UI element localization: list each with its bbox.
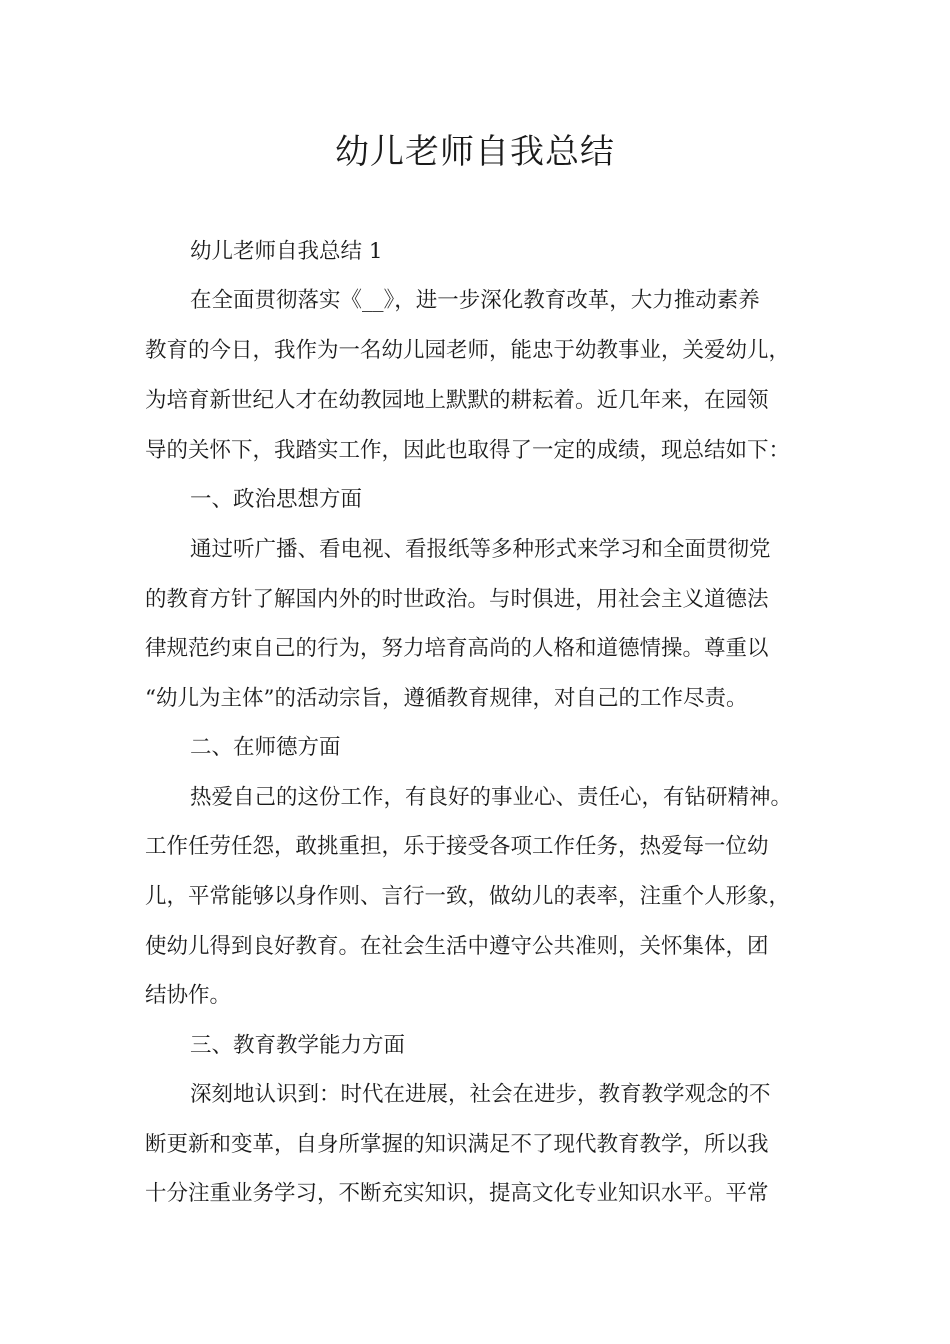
section-heading: 三、教育教学能力方面 (190, 1033, 406, 1058)
paragraph-line: 在全面贯彻落实《__》，进一步深化教育改革，大力推动素养 (190, 288, 760, 313)
paragraph-line: 十分注重业务学习，不断充实知识，提高文化专业知识水平。平常 (145, 1181, 769, 1206)
paragraph-line: 儿，平常能够以身作则、言行一致，做幼儿的表率，注重个人形象， (145, 884, 791, 909)
paragraph-line: 通过听广播、看电视、看报纸等多种形式来学习和全面贯彻党 (190, 537, 771, 562)
section-heading: 幼儿老师自我总结 1 (190, 239, 383, 264)
paragraph-line: 为培育新世纪人才在幼教园地上默默的耕耘着。近几年来，在园领 (145, 388, 769, 413)
document-title: 幼儿老师自我总结 (335, 132, 615, 172)
paragraph-line: 热爱自己的这份工作，有良好的事业心、责任心，有钻研精神。 (190, 785, 793, 810)
paragraph-line: 的教育方针了解国内外的时世政治。与时俱进，用社会主义道德法 (145, 587, 769, 612)
paragraph-line: 教育的今日，我作为一名幼儿园老师，能忠于幼教事业，关爱幼儿， (145, 338, 791, 363)
paragraph-line: 使幼儿得到良好教育。在社会生活中遵守公共准则，关怀集体，团 (145, 934, 769, 959)
paragraph-line: 工作任劳任怨，敢挑重担，乐于接受各项工作任务，热爱每一位幼 (145, 834, 769, 859)
paragraph-line: 深刻地认识到：时代在进展，社会在进步，教育教学观念的不 (190, 1082, 771, 1107)
section-heading: 一、政治思想方面 (190, 487, 363, 512)
paragraph-line: 律规范约束自己的行为，努力培育高尚的人格和道德情操。尊重以 (145, 636, 769, 661)
paragraph-line: 断更新和变革，自身所掌握的知识满足不了现代教育教学，所以我 (145, 1132, 769, 1157)
paragraph-line: 结协作。 (145, 983, 232, 1008)
paragraph-line: “幼儿为主体”的活动宗旨，遵循教育规律，对自己的工作尽责。 (145, 686, 748, 711)
section-heading: 二、在师德方面 (190, 735, 341, 760)
paragraph-line: 导的关怀下，我踏实工作，因此也取得了一定的成绩，现总结如下： (145, 438, 791, 463)
